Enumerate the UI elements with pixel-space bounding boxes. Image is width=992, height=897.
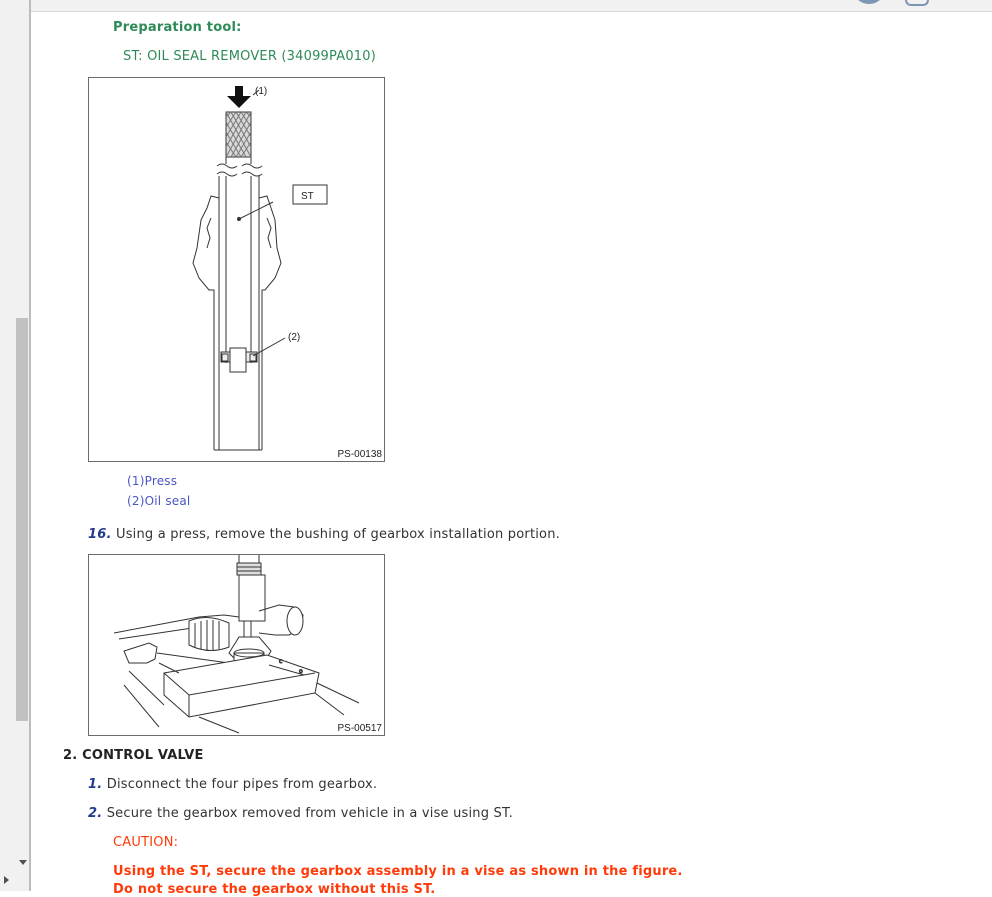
svg-text:c: c (279, 658, 283, 665)
preparation-title: Preparation tool: (113, 20, 242, 35)
figure1-label-press: (1) (255, 86, 268, 97)
section-title: 2. CONTROL VALVE (63, 748, 204, 763)
step-text: Secure the gearbox removed from vehicle in a vise using ST. (106, 806, 513, 821)
step-1 (88, 777, 377, 792)
step-number: 1. (88, 777, 103, 792)
legend-item-press: (1)Press (127, 474, 178, 488)
oil-seal-remover-drawing (89, 78, 384, 461)
scroll-down-arrow-icon[interactable] (19, 860, 27, 865)
figure-code: PS-00138 (337, 449, 382, 460)
bushing-press-drawing (89, 555, 384, 735)
step-number: 2. (88, 806, 103, 821)
figure1-label-seal: (2) (288, 332, 301, 343)
step-16 (88, 527, 560, 542)
step-text: Disconnect the four pipes from gearbox. (106, 777, 378, 792)
figure1-label-st: ST (301, 191, 314, 202)
expand-arrow-icon[interactable] (4, 876, 9, 884)
figure-bushing-press (88, 554, 385, 736)
scrollbar-thumb[interactable] (16, 318, 28, 721)
caution-text-1: Using the ST, secure the gearbox assembly in a vise as shown in the figure. (113, 864, 683, 879)
caution-label: CAUTION: (113, 835, 179, 850)
figure-code: PS-00517 (337, 723, 382, 734)
preparation-tool: ST: OIL SEAL REMOVER (34099PA010) (123, 49, 377, 64)
step-text: Using a press, remove the bushing of gearbox installation portion. (115, 527, 560, 542)
vertical-scrollbar[interactable] (0, 0, 31, 891)
document-content (33, 0, 992, 897)
step-2 (88, 806, 513, 821)
caution-text-2: Do not secure the gearbox without this ST. (113, 882, 436, 897)
figure-oil-seal-remover (88, 77, 385, 462)
svg-text:o: o (299, 668, 303, 675)
legend-item-oil-seal: (2)Oil seal (127, 494, 191, 508)
step-number: 16. (88, 527, 112, 542)
